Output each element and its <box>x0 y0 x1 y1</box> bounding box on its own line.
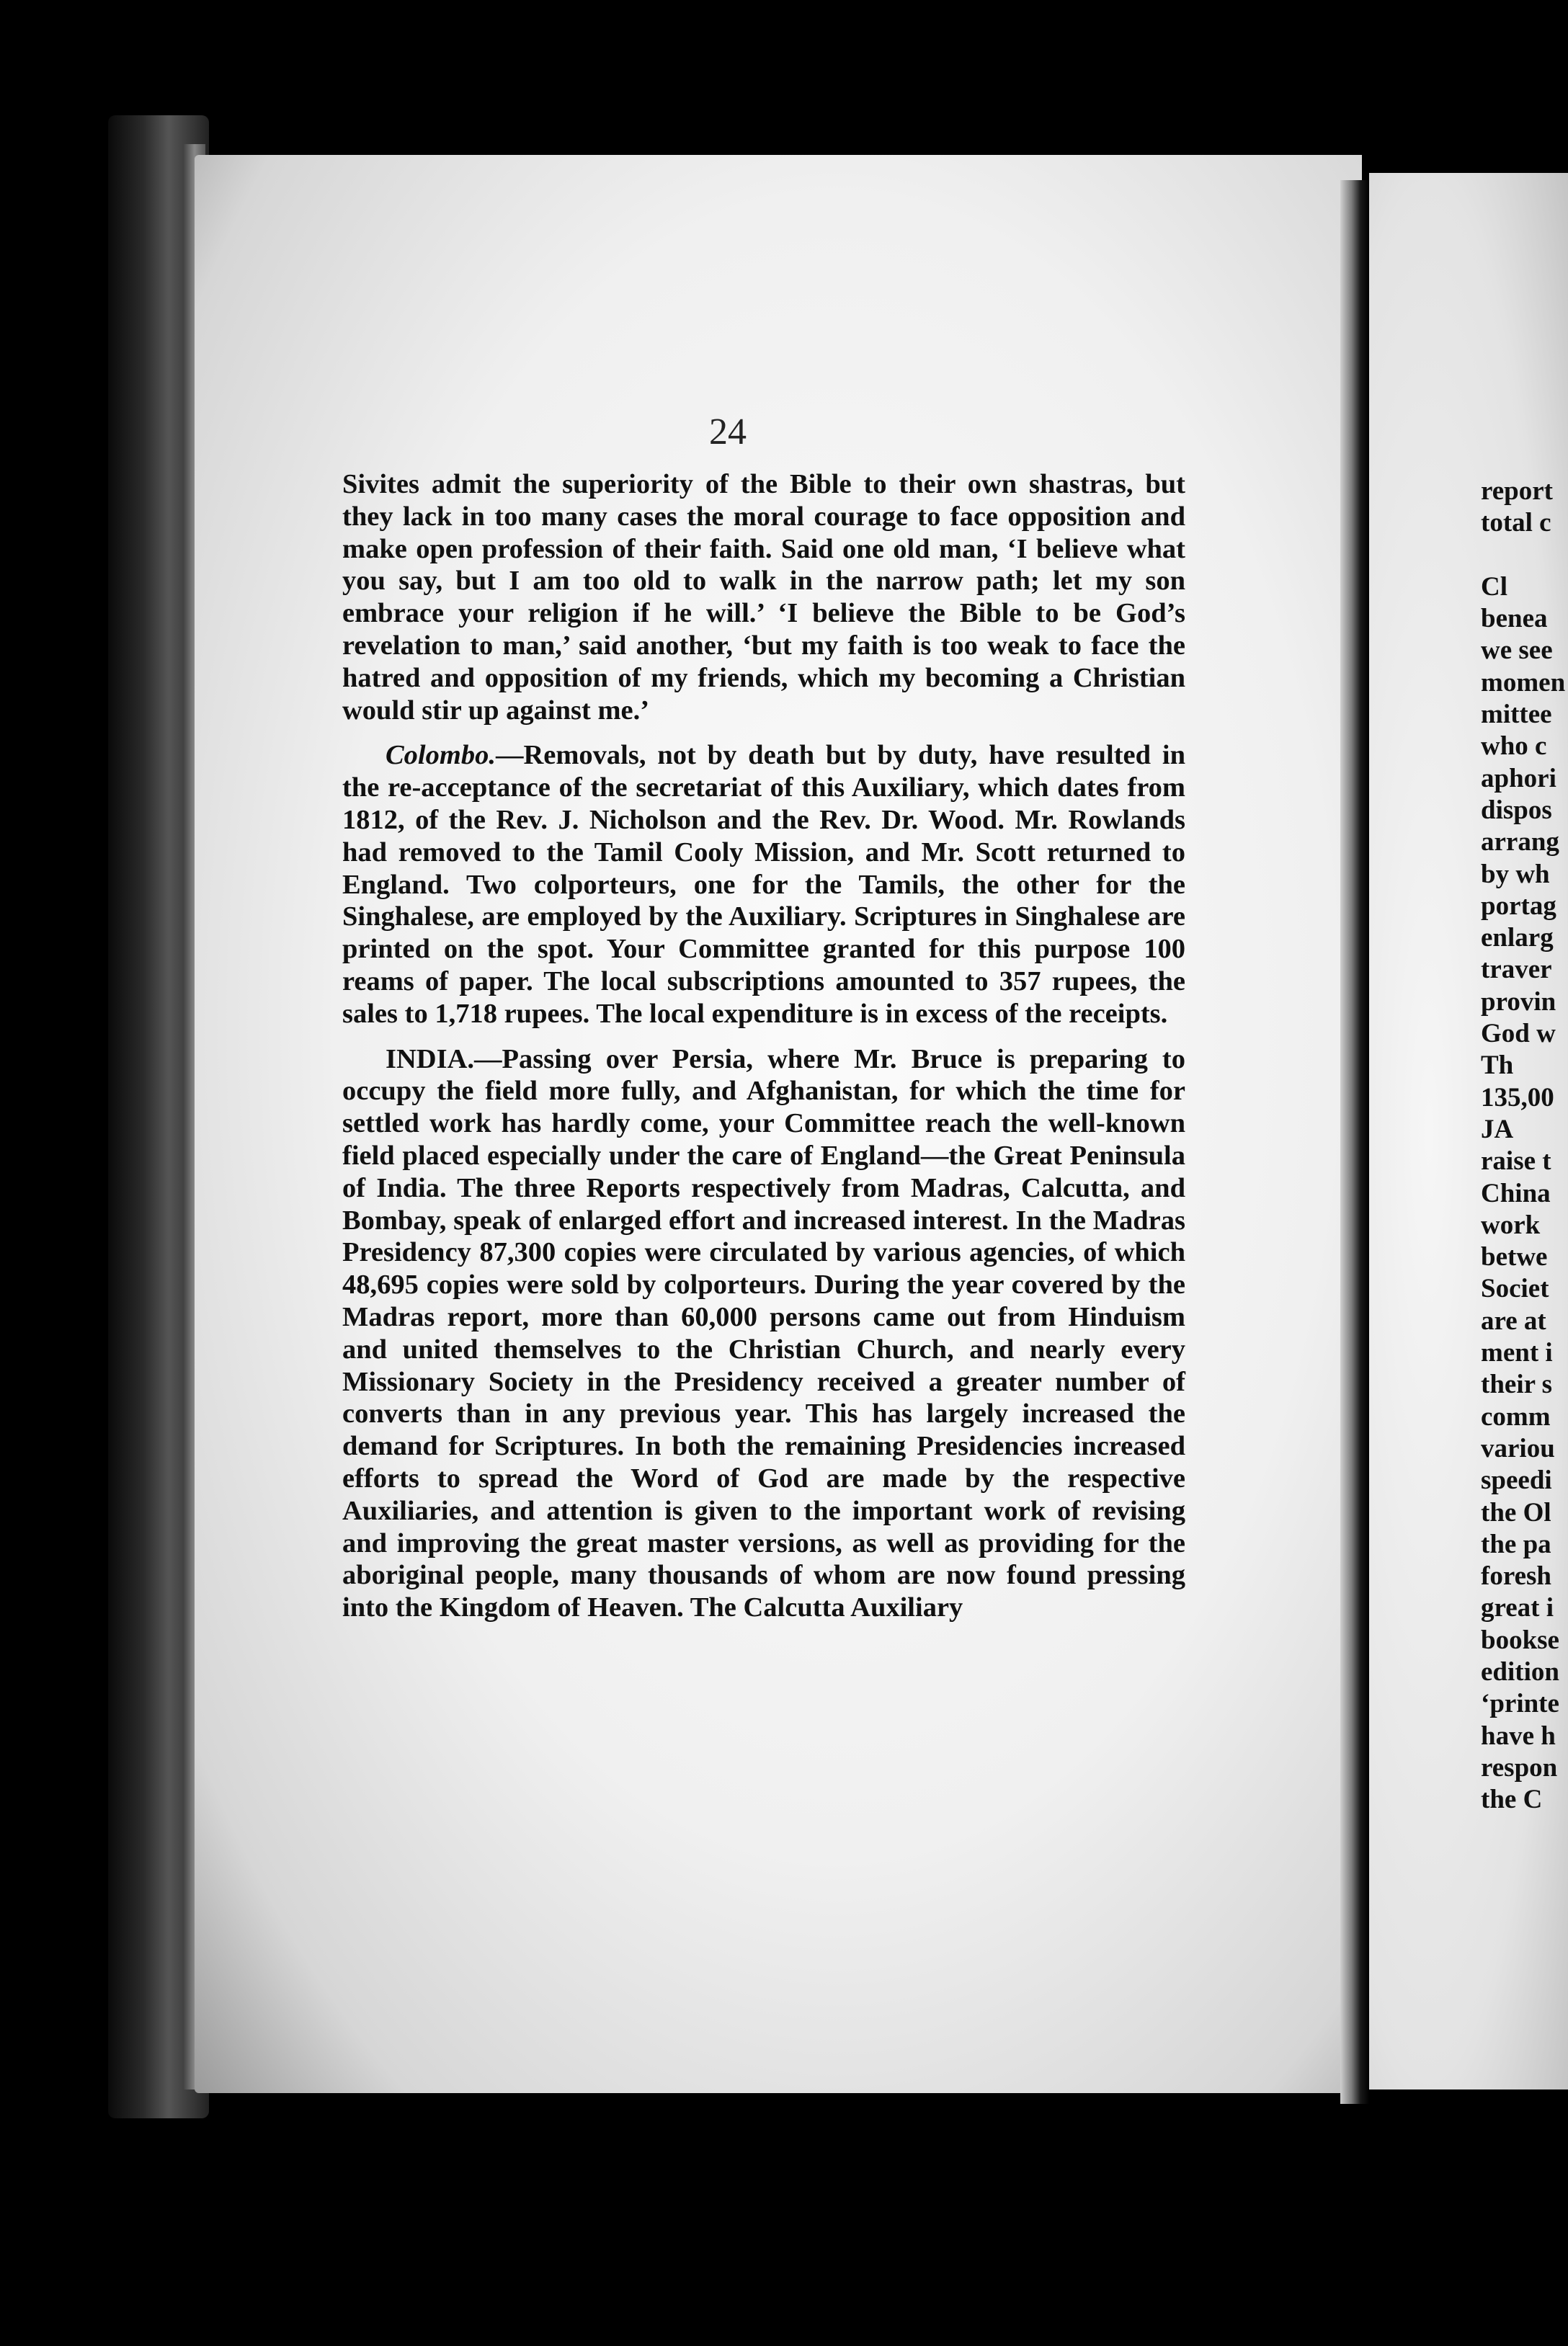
page-text <box>342 468 1185 1624</box>
paragraph-text: —Removals, not by death but by duty, have resulted in the re-acceptance of the secretariat of this Auxiliary, which dates from 1812, of the Rev. J. Nicholson and the Rev. Dr. Wood. Mr. Rowlands had removed to the Tamil Cooly Mission, and Mr. Scott returned to England. Two colporteurs, one for the Tamils, the other for the Singhalese, are employed by the Auxiliary. Scriptures in Singhalese are printed on the spot. Your Committee granted for this purpose 100 reams of paper. The local subscriptions amounted to 357 rupees, the sales to 1,718 rupees. The local expenditure is in excess of the receipts. <box>342 740 1185 1029</box>
paragraph-lead-in: INDIA. <box>386 1043 475 1074</box>
book-page <box>195 155 1362 2093</box>
paragraph-lead-in: Colombo. <box>386 740 496 771</box>
paragraph-text: —Passing over Persia, where Mr. Bruce is preparing to occupy the field more fully, and Afghanistan, for which the time for settled work has hardly come, your Committee reach the well-known field placed especially under the care of England—the Great Peninsula of India. The three Reports respectively from Madras, Calcutta, and Bombay, speak of enlarged effort and increased interest. In the Madras Presidency 87,300 copies were circulated by various agencies, of which 48,695 copies were sold by colporteurs. During the year covered by the Madras report, more than 60,000 persons came out from Hinduism and united themselves to the Christian Church, and nearly every Missionary Society in the Presidency received a greater number of converts than in any previous year. This has largely increased the demand for Scriptures. In both the remaining Presidencies increased efforts to spread the Word of God are made by the respective Auxiliaries, and attention is given to the important work of revising and improving the great master versions, as well as providing for the aboriginal people, many thousands of whom are now found pressing into the Kingdom of Heaven. The Calcutta Auxiliary <box>342 1043 1185 1623</box>
book-gutter <box>1340 180 1369 2104</box>
page-number: 24 <box>709 411 747 452</box>
paragraph-colombo <box>342 739 1185 1030</box>
facing-page-text: report total c Cl benea we see momen mittee who c aphori dispos arrang by wh portag enlarg traver provin God w Th 135,00 JA raise t China work betwe Societ are at ment i their s comm variou speedi the Ol the pa foresh great i bookse edition ‘printe have h respon the C <box>1481 476 1566 1815</box>
paragraph-shastras <box>342 468 1185 726</box>
paragraph-text: Sivites admit the superiority of the Bible to their own shastras, but they lack in too many cases the moral courage to face opposition and make open profession of their faith. Said one old man, ‘I believe what you say, but I am too old to walk in the narrow path; let my son embrace your religion if he will.’ ‘I believe the Bible to be God’s revelation to man,’ said another, ‘but my faith is too weak to face the hatred and opposition of my friends, which my becoming a Christian would stir up against me.’ <box>342 469 1185 726</box>
paragraph-india <box>342 1043 1185 1624</box>
